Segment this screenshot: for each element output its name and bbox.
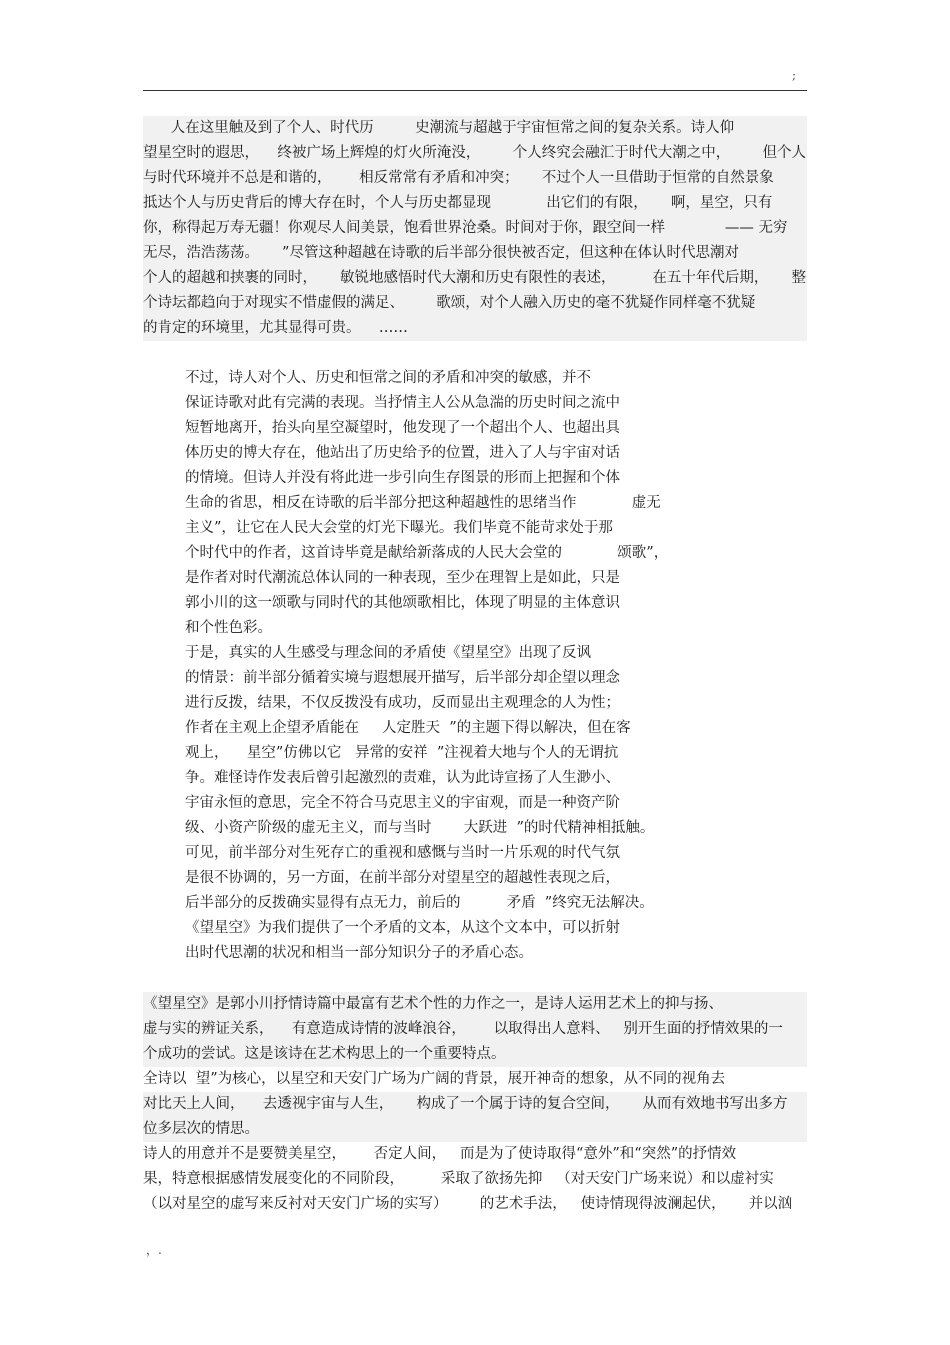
paragraph-line: 出时代思潮的状况和相当一部分知识分子的矛盾心态。 [185,945,533,961]
paragraph-line: 保证诗歌对此有完满的表现。当抒情主人公从急湍的历史时间之流中 [185,395,620,411]
paragraph-line: 级、小资产阶级的虚无主义，而与当时 大跃进 ”的时代精神相抵触。 [185,820,655,836]
paragraph-line: 《望星空》为我们提供了一个矛盾的文本，从这个文本中，可以折射 [185,920,620,936]
paragraph-line: 和个性色彩。 [185,620,272,636]
paragraph-line: 的肯定的环境里，尤其显得可贵。 …… [143,320,408,336]
paragraph-line: 于是，真实的人生感受与理念间的矛盾使《望星空》出现了反讽 [185,645,591,661]
paragraph-line: 个成功的尝试。这是该诗在艺术构思上的一个重要特点。 [143,1046,506,1062]
paragraph-line: 后半部分的反拨确实显得有点无力，前后的 矛盾 ”终究无法解决。 [185,895,654,911]
paragraph-line: 郭小川的这一颂歌与同时代的其他颂歌相比，体现了明显的主体意识 [185,595,620,611]
paragraph-line: 人在这里触及到了个人、时代历 史潮流与超越于宇宙恒常之间的复杂关系。诗人仰 [143,120,735,136]
paragraph-2 [143,366,807,966]
paragraph-line: 《望星空》是郭小川抒情诗篇中最富有艺术个性的力作之一，是诗人运用艺术上的抑与扬、 [143,996,723,1012]
paragraph-line: 个人的超越和挟裹的同时， 敏锐地感悟时代大潮和历史有限性的表述， 在五十年代后期， 整 [143,270,806,286]
paragraph-line: 个诗坛都趋向于对现实不惜虚假的满足、 歌颂，对个人融入历史的毫不犹疑作同样毫不犹疑 [143,295,756,311]
paragraph-line: 短暂地离开，抬头向星空凝望时，他发现了一个超出个人、也超出具 [185,420,620,436]
paragraph-line: 主义”，让它在人民大会堂的灯光下曝光。我们毕竟不能苛求处于那 [185,520,613,536]
paragraph-line: 宇宙永恒的意思，完全不符合马克思主义的宇宙观，而是一种资产阶 [185,795,620,811]
paragraph-line: 果，特意根据感情发展变化的不同阶段， 采取了欲扬先抑 （对天安门广场来说）和以虚衬实 [143,1171,774,1187]
paragraph-line: 与时代环境并不总是和谐的， 相反常常有矛盾和冲突； 不过个人一旦借助于恒常的自然景象 [143,170,774,186]
header-mark: ; [792,68,797,82]
paragraph-line: 个时代中的作者，这首诗毕竟是献给新落成的人民大会堂的 颂歌”， [185,545,669,561]
paragraph-line: 虚与实的辨证关系， 有意造成诗情的波峰浪谷， 以取得出人意料、 别开生面的抒情效果的一 [143,1021,783,1037]
paragraph-line: （以对星空的虚写来反衬对天安门广场的实写） 的艺术手法， 使诗情现得波澜起伏， 并以汹 [143,1196,793,1212]
paragraph-line: 的情境。但诗人并没有将此进一步引向生存图景的形而上把握和个体 [185,470,620,486]
paragraph-line: 可见，前半部分对生死存亡的重视和感慨与当时一片乐观的时代气氛 [185,845,620,861]
footer-mark: ，. [146,1243,162,1257]
paragraph-line: 诗人的用意并不是要赞美星空， 否定人间， 而是为了使诗取得“意外”和“突然”的抒情效 [143,1146,737,1162]
paragraph-line: 对比天上人间， 去透视宇宙与人生， 构成了一个属于诗的复合空间， 从而有效地书写出多方 [143,1096,788,1112]
paragraph-line: 观上， 星空”仿佛以它 异常的安祥 ”注视着大地与个人的无谓抗 [185,745,619,761]
paragraph-line: 生命的省思，相反在诗歌的后半部分把这种超越性的思绪当作 虚无 [185,495,661,511]
paragraph-line: 不过，诗人对个人、历史和恒常之间的矛盾和冲突的敏感，并不 [185,370,591,386]
paragraph-line: 抵达个人与历史背后的博大存在时，个人与历史都显现 出它们的有限， 啊，星空，只有 [143,195,773,211]
paragraph-line: 无尽，浩浩荡荡。 ”尽管这种超越在诗歌的后半部分很快被否定，但这种在体认时代思潮对 [143,245,739,261]
paragraph-3 [143,992,807,1217]
paragraph-line: 体历史的博大存在，他站出了历史给予的位置，进入了人与宇宙对话 [185,445,620,461]
paragraph-1 [143,116,807,341]
paragraph-line: 进行反拨，结果，不仅反拨没有成功，反而显出主观理念的人为性； [185,695,620,711]
paragraph-line: 是作者对时代潮流总体认同的一种表现，至少在理智上是如此，只是 [185,570,620,586]
paragraph-line: 争。难怪诗作发表后曾引起激烈的责难，认为此诗宣扬了人生渺小、 [185,770,620,786]
paragraph-line: 望星空时的遐思， 终被广场上辉煌的灯火所淹没， 个人终究会融汇于时代大潮之中， 但个人 [143,145,806,161]
paragraph-line: 作者在主观上企望矛盾能在 人定胜天 ”的主题下得以解决，但在客 [185,720,631,736]
paragraph-line: 位多层次的情思。 [143,1121,259,1137]
paragraph-line: 你，称得起万寿无疆！你观尽人间美景，饱看世界沧桑。时间对于你，跟空间一样 —— 无穷 [143,220,788,236]
paragraph-line: 的情景：前半部分循着实境与遐想展开描写，后半部分却企望以理念 [185,670,620,686]
paragraph-line: 全诗以 望”为核心，以星空和天安门广场为广阔的背景，展开神奇的想象，从不同的视角去 [143,1071,726,1087]
header-rule [143,90,807,91]
paragraph-line: 是很不协调的，另一方面，在前半部分对望星空的超越性表现之后， [185,870,620,886]
